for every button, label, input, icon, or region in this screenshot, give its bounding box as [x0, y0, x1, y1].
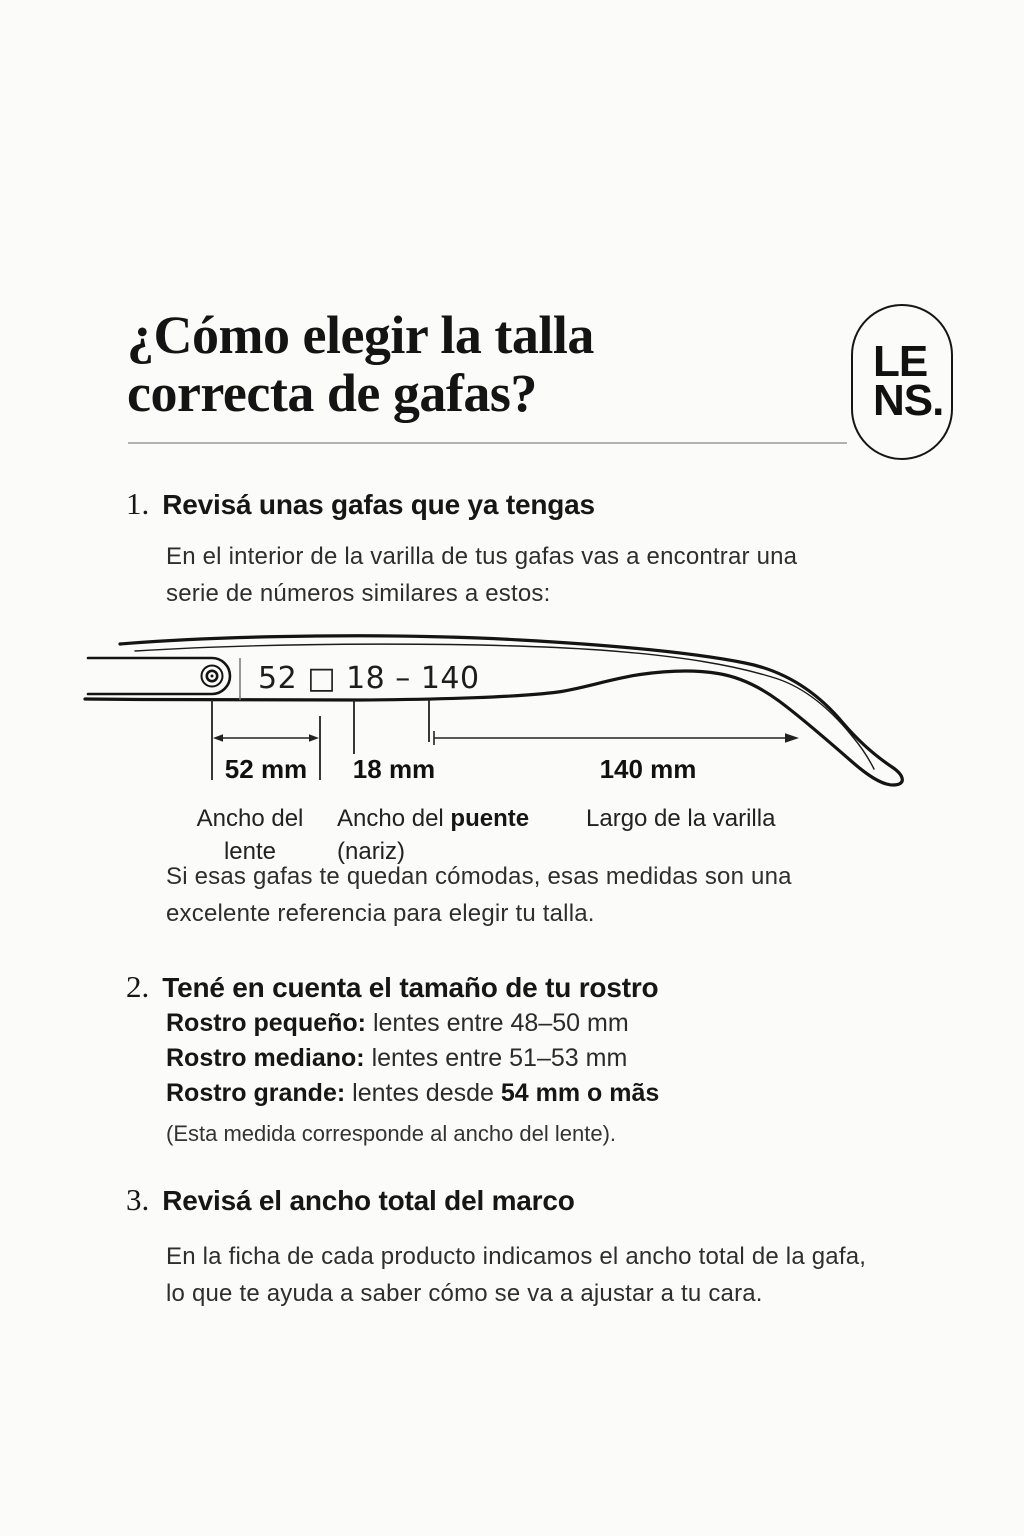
section-3-title: Revisá el ancho total del marco [162, 1185, 575, 1216]
closing-line1: Si esas gafas te quedan cómodas, esas medidas son una [166, 863, 792, 890]
section-1-title: Revisá unas gafas que ya tengas [162, 489, 595, 520]
section-1-heading [126, 486, 595, 522]
section-1-paragraph [166, 538, 926, 612]
lens-width-note: (Esta medida corresponde al ancho del lente). [166, 1121, 617, 1146]
brand-logo-line2: NS. [873, 376, 944, 425]
temple-length-label: Largo de la varilla [586, 805, 776, 832]
section-1-paragraph-line2: serie de números similares a estos: [166, 580, 551, 607]
section-2-number: 2. [126, 969, 150, 1004]
bridge-width-label-line2: (nariz) [337, 838, 406, 865]
bridge-width-value: 18 mm [352, 754, 436, 784]
section-3-paragraph-line1: En la ficha de cada producto indicamos el ancho total de la gafa, [166, 1243, 867, 1270]
face-size-list [166, 1006, 659, 1111]
brand-logo-line1: LE [873, 337, 928, 386]
section-3-heading [126, 1182, 575, 1218]
section-2-heading [126, 969, 658, 1005]
section-2-title: Tené en cuenta el tamaño de tu rostro [162, 972, 659, 1003]
section-3-paragraph-line2: lo que te ayuda a saber cómo se va a ajustar a tu cara. [166, 1280, 763, 1307]
page-title-line1: ¿Cómo elegir la talla [127, 305, 594, 365]
list-item-small-face: Rostro pequeño: lentes entre 48–50 mm [166, 1009, 629, 1037]
closing-line2: excelente referencia para elegir tu talla. [166, 900, 595, 927]
page-title-line2: correcta de gafas? [127, 363, 537, 423]
glasses-temple-diagram [80, 630, 940, 875]
temple-engraving: 52 □ 18 – 140 [258, 661, 480, 696]
temple-length-value: 140 mm [599, 754, 697, 784]
brand-logo [851, 304, 953, 460]
list-item-medium-face: Rostro mediano: lentes entre 51–53 mm [166, 1044, 628, 1072]
lens-width-arrow [213, 734, 319, 742]
section-1-number: 1. [126, 486, 150, 521]
hinge-plate [88, 658, 230, 694]
list-item-large-face: Rostro grande: lentes desde 54 mm o mãs [166, 1079, 660, 1107]
section-3-paragraph [166, 1238, 926, 1312]
hinge-screw-icon [202, 666, 223, 687]
page-title [127, 306, 827, 422]
lens-width-value: 52 mm [224, 754, 308, 784]
section-1-paragraph-line1: En el interior de la varilla de tus gafas vas a encontrar una [166, 543, 798, 570]
bridge-width-label-line1: Ancho del puente [337, 805, 530, 832]
temple-length-arrow [434, 731, 799, 745]
section-3-number: 3. [126, 1182, 150, 1217]
lens-width-label-line2: lente [223, 838, 277, 865]
section-1-closing-paragraph [166, 858, 926, 932]
brand-logo-text [853, 306, 951, 425]
lens-width-label-line1: Ancho del [196, 805, 304, 832]
temple-highlight-line [135, 644, 874, 769]
title-divider [128, 442, 847, 444]
